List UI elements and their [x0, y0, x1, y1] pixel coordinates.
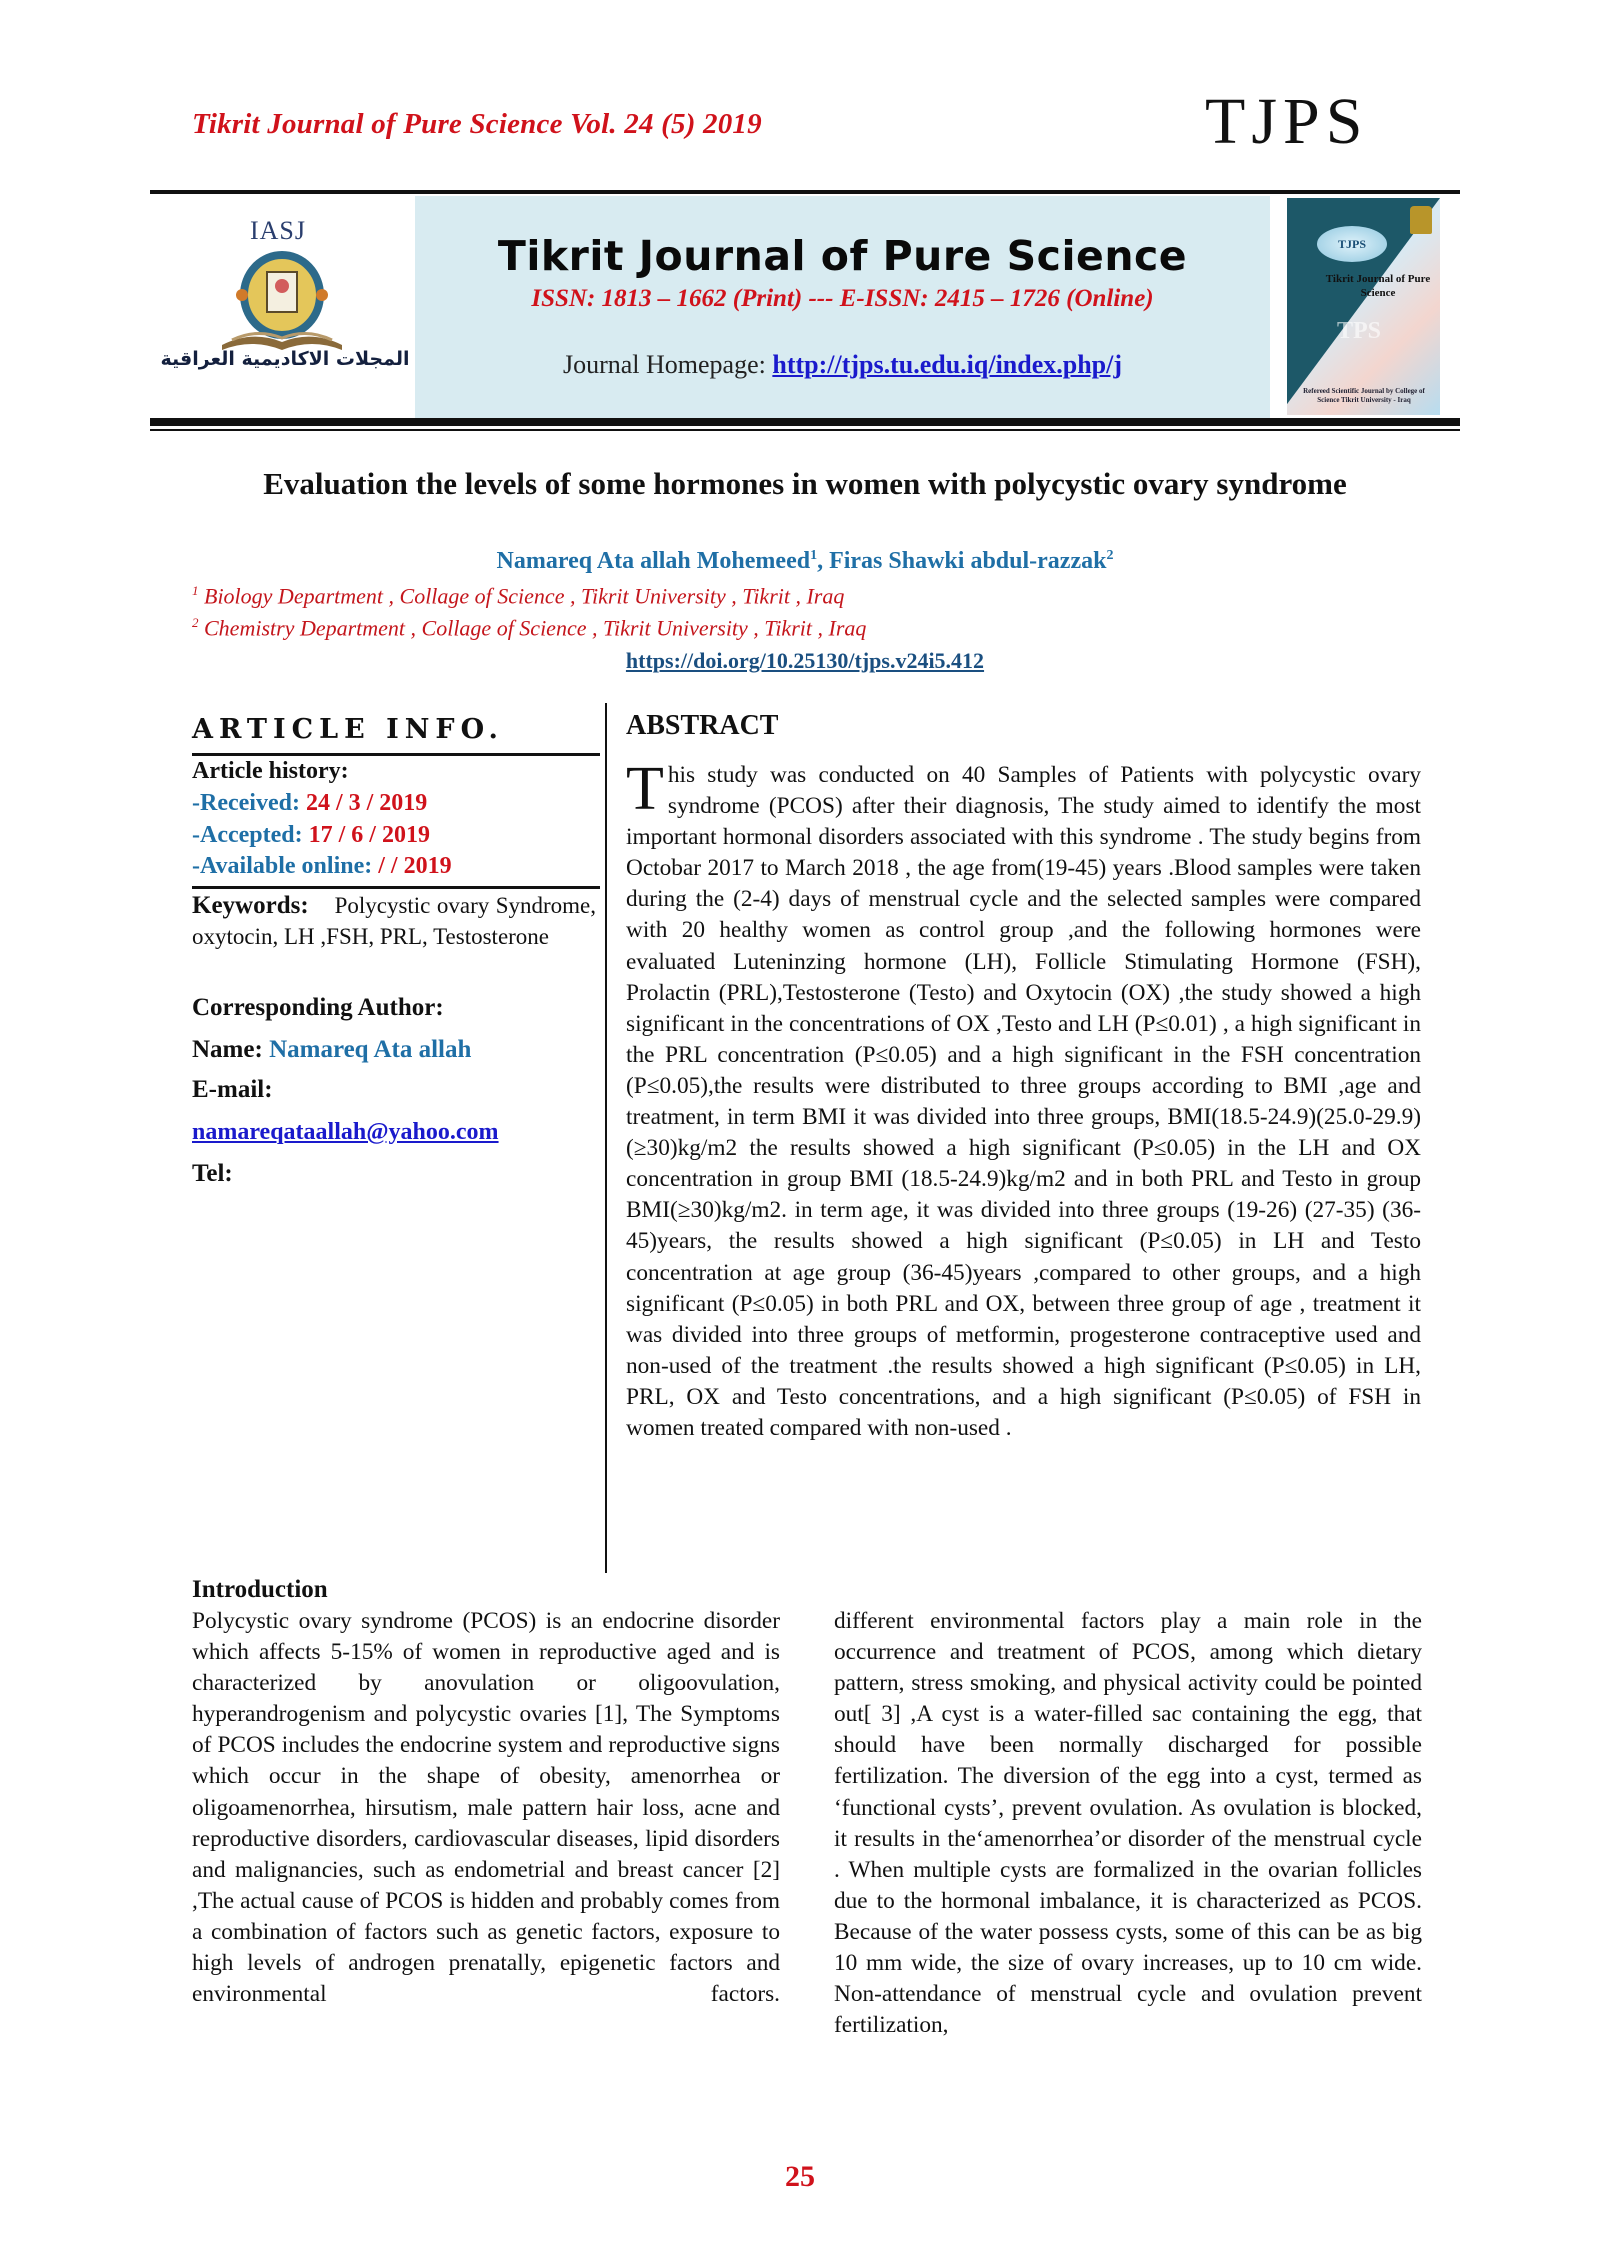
name-label: Name:: [192, 1036, 270, 1063]
affiliation-text: Biology Department , Collage of Science , Tikrit University , Tikrit , Iraq: [198, 583, 845, 609]
homepage-link[interactable]: http://tjps.tu.edu.iq/index.php/j: [772, 350, 1123, 379]
author-name: Firas Shawki abdul-razzak: [829, 548, 1107, 574]
affiliation-1: [192, 583, 844, 609]
corresponding-author-label: Corresponding Author:: [192, 994, 444, 1021]
accepted-row: [192, 822, 430, 849]
iasj-emblem-icon: [212, 250, 352, 360]
article-history-label: Article history:: [192, 758, 349, 784]
affiliation-2: [192, 615, 866, 641]
abstract-text: his study was conducted on 40 Samples of Patients with polycystic ovary syndrome (PCOS) after their diagnosis, The study aimed to identify the most important hormonal disorders associated with this syndrome . The study begins from Octobar 2017 to March 2018 , the age from(19-45) years .Blood samples were taken during the (2-4) days of menstrual cycle and the selected samples were compared with 20 healthy women as control group ,and the following hormones were evaluated Luteninzing hormone (LH), Follicle Stimulating Hormone (FSH), Prolactin (PRL),Testosterone (Testo) and Oxytocin (OX) ,the study showed a high significant in the concentrations of OX ,Testo and LH (P≤0.01) , a high significant in the PRL concentration (P≤0.05) and a high significant in the FSH concentration (P≤0.05),the results were distributed to three groups according to BMI ,age and treatment, in term BMI it was divided into three groups, BMI(18.5-24.9)(25.0-29.9)(≥30)kg/m2 the results showed a high significant (P≤0.05) in the LH and OX concentration in group BMI (18.5-24.9)kg/m2 and in both PRL and Testo in group BMI(≥30)kg/m2. in term age, it was divided into three groups (19-26) (27-35) (36-45)years, the results showed a high significant (P≤0.05) in LH and Testo concentration at age group (36-45)years ,compared to other groups, and a high significant (P≤0.05) in both PRL and OX, between three group of age , treatment it was divided into three groups of metformin, progesterone contraceptive used and non-used of the treatment .the results showed a high significant (P≤0.05) in LH, PRL, OX and Testo concentrations, and a high significant (P≤0.05) of FSH in women treated compared with non-used .: [626, 762, 1421, 1441]
abstract-heading: ABSTRACT: [626, 710, 779, 741]
author-affiliation-marker: 1: [810, 548, 818, 563]
iasj-logo-text: IASJ: [250, 216, 307, 245]
email-label: E-mail:: [192, 1076, 273, 1103]
university-seal-icon: [1410, 206, 1432, 234]
introduction-column-2: different environmental factors play a main role in the occurrence and treatment of PCOS, among which dietary pattern, stress smoking, and physical activity could be pointed out[ 3] ,A cyst is a water-filled sac containing the egg, that should have been normally discharged for possible fertilization. The diversion of the egg into a cyst, termed as ‘functional cysts’, prevent ovulation. As ovulation is blocked, it results in the‘amenorrhea’or disorder of the menstrual cycle . When multiple cysts are formalized in the ovarian follicles due to the hormonal imbalance, it is characterized as PCOS. Because of the water possess cysts, some of this can be as big 10 mm wide, the size of ovary increases, up to 10 cm wide. Non-attendance of menstrual cycle and ovulation prevent fertilization,: [834, 1608, 1422, 2039]
homepage-label: Journal Homepage:: [562, 350, 773, 379]
journal-cover-image: [1287, 198, 1440, 415]
keywords-list: Polycystic ovary Syndrome, oxytocin, LH ,FSH, PRL, Testosterone: [192, 893, 597, 949]
accepted-label: -Accepted:: [192, 822, 309, 848]
keywords-label: Keywords:: [192, 892, 309, 919]
cover-oval-label: TJPS: [1317, 226, 1387, 262]
author-name: Namareq Ata allah Mohemeed: [496, 548, 811, 574]
author-list: [200, 548, 1410, 575]
corresponding-name: [192, 1036, 471, 1064]
received-date: 24 / 3 / 2019: [305, 790, 428, 816]
affiliation-marker: 1: [192, 583, 199, 598]
introduction-heading: Introduction: [192, 1576, 328, 1603]
affiliation-text: Chemistry Department , Collage of Science , Tikrit University , Tikrit , Iraq: [198, 615, 867, 641]
banner-bottom-thin-rule: [150, 429, 1460, 431]
paper-title: Evaluation the levels of some hormones in women with polycystic ovary syndrome: [263, 466, 1347, 501]
tel-label: Tel:: [192, 1160, 233, 1187]
journal-name: Tikrit Journal of Pure Science: [497, 232, 1188, 280]
author-affiliation-marker: 2: [1106, 548, 1114, 563]
journal-brand-logo: TJPS: [1205, 85, 1369, 158]
keywords: [192, 890, 596, 952]
page-number: 25: [785, 2160, 815, 2193]
doi-link[interactable]: https://doi.org/10.25130/tjps.v24i5.412: [625, 648, 985, 673]
name-value: Namareq Ata allah: [269, 1036, 472, 1063]
accepted-date: 17 / 6 / 2019: [308, 822, 430, 848]
article-info-rule: [192, 886, 600, 889]
received-row: [192, 790, 427, 817]
affiliation-marker: 2: [192, 615, 199, 630]
column-divider: [605, 703, 607, 1573]
introduction-column-1: Polycystic ovary syndrome (PCOS) is an endocrine disorder which affects 5-15% of women in reproductive aged and is characterized by anovulation or oligoovulation, hyperandrogenism and polycystic ovaries [1], The Symptoms of PCOS includes the endocrine system and reproductive signs which occur in the shape of obesity, amenorrhea or oligoamenorrhea, hirsutism, male pattern hair loss, acne and reproductive disorders, cardiovascular diseases, lipid disorders and malignancies, such as endometrial and breast cancer [2] ,The actual cause of PCOS is hidden and probably comes from a combination of factors such as genetic factors, exposure to high levels of androgen prenatally, epigenetic factors and environmental factors.: [192, 1608, 780, 2008]
cover-footer: Refereed Scientific Journal by College of Science Tikrit University - Iraq: [1303, 387, 1425, 404]
publisher-arabic-name: المجلات الاكاديمية العراقية: [160, 348, 410, 370]
issn-line: ISSN: 1813 – 1662 (Print) --- E-ISSN: 2415 – 1726 (Online): [531, 285, 1154, 312]
abstract-body: [626, 755, 1421, 1444]
article-info-heading: ARTICLE INFO.: [192, 714, 504, 745]
banner-top-rule: [150, 190, 1460, 194]
abstract-dropcap: T: [626, 755, 664, 823]
doi-block: [200, 648, 1410, 674]
available-online-row: [192, 853, 452, 880]
available-online-label: -Available online:: [192, 853, 379, 879]
banner-bottom-rule: [150, 418, 1460, 426]
email-link[interactable]: namareqataallah@yahoo.com: [192, 1119, 499, 1145]
running-head: Tikrit Journal of Pure Science Vol. 24 (5) 2019: [192, 108, 762, 140]
article-info-rule: [192, 753, 600, 756]
journal-homepage: [415, 350, 1270, 380]
cover-title: Tikrit Journal of Pure Science: [1325, 273, 1431, 299]
cover-watermark: TPS: [1337, 318, 1382, 344]
received-label: -Received:: [192, 790, 306, 816]
available-online-date: / / 2019: [378, 853, 452, 879]
author-separator: ,: [817, 548, 830, 574]
